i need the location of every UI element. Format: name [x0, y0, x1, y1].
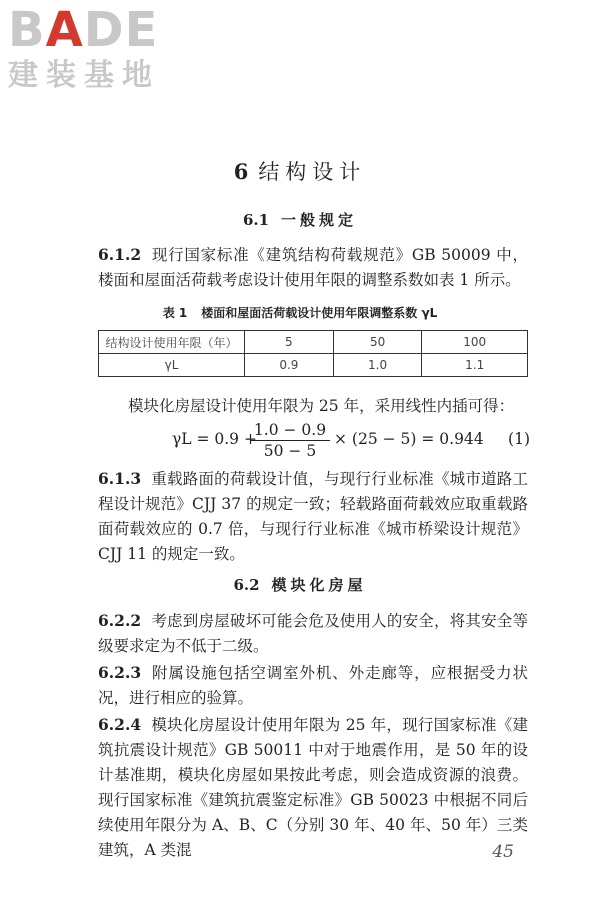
page-number: 45	[492, 842, 514, 862]
interpolation-text: 模块化房屋设计使用年限为 25 年，采用线性内插可得：	[128, 397, 515, 415]
clause-6-1-2: 6.1.2 现行国家标准《建筑结构荷载规范》GB 50009 中，楼面和屋面活荷载考虑设计使用年限的调整系数如表 1 所示。	[98, 245, 528, 289]
section-heading-6-1: 6.1 一般规定	[242, 211, 358, 229]
table-cell: 5	[245, 331, 334, 354]
section-heading-6-2: 6.2 模块化房屋	[233, 576, 367, 594]
table-row	[99, 331, 528, 354]
interpolation-formula	[150, 418, 530, 464]
formula-fraction	[250, 420, 330, 461]
formula-numerator: 1.0 − 0.9	[250, 420, 330, 441]
table-cell: 1.1	[422, 354, 528, 377]
formula-lhs: γL = 0.9 +	[172, 430, 257, 448]
adjustment-factor-table	[98, 330, 528, 377]
logo-wordmark: BADE	[8, 2, 159, 58]
table-row	[99, 354, 528, 377]
clause-6-2-4: 6.2.4 模块化房屋设计使用年限为 25 年，现行国家标准《建筑抗震设计规范》GB 50011 中对于地震作用，是 50 年的设计基准期，模块化房屋如果按此考虑，则会造成资源的浪费。现行国家标准《建筑抗震鉴定标准》GB 50023 中根据不同后续使用年限分为 A、B、C（分别 30 年、40 年、50 年）三类建筑，A 类混	[98, 715, 528, 859]
table-cell: 结构设计使用年限（年）	[99, 331, 245, 354]
table-cell: γL	[99, 354, 245, 377]
table-cell: 50	[333, 331, 422, 354]
clause-6-1-3: 6.1.3 重载路面的荷载设计值，与现行行业标准《城市道路工程设计规范》CJJ 37 的规定一致；轻载路面荷载效应取重载路面荷载效应的 0.7 倍，与现行行业标准《城市桥梁设计规范》CJJ 11 的规定一致。	[98, 469, 528, 563]
formula-rest: × (25 − 5) = 0.944	[334, 430, 484, 448]
chapter-title: 6 结构设计	[233, 159, 367, 184]
bade-logo	[8, 4, 160, 94]
logo-subtitle: 建装基地	[8, 58, 160, 93]
clause-6-2-2: 6.2.2 考虑到房屋破坏可能会危及使用人的安全，将其安全等级要求定为不低于二级。	[98, 611, 528, 655]
table-cell: 100	[422, 331, 528, 354]
table-cell: 1.0	[333, 354, 422, 377]
table-cell: 0.9	[245, 354, 334, 377]
clause-6-2-3: 6.2.3 附属设施包括空调室外机、外走廊等，应根据受力状况，进行相应的验算。	[98, 663, 528, 707]
formula-denominator: 50 − 5	[263, 442, 317, 460]
table-caption: 表 1 楼面和屋面活荷载设计使用年限调整系数 γL	[162, 306, 438, 320]
equation-number: (1)	[508, 430, 530, 448]
